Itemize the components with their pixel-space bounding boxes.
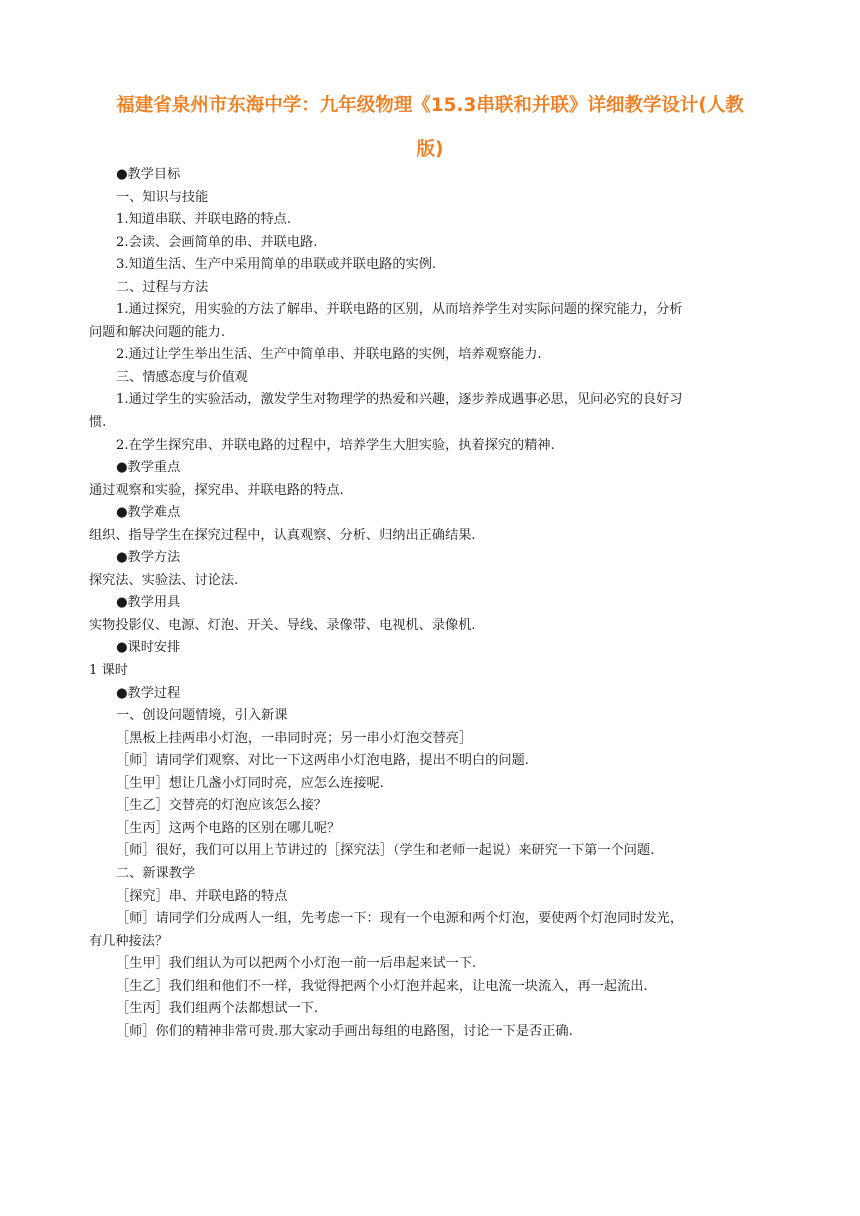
title-line-1: 福建省泉州市东海中学：九年级物理《15.3串联和并联》详细教学设计(人教 <box>116 95 744 116</box>
paragraph-line: ［生甲］我们组认为可以把两个小灯泡一前一后串起来试一下. <box>116 956 477 972</box>
paragraph-line: 有几种接法？ <box>89 933 169 949</box>
document-body <box>0 164 860 1043</box>
paragraph-line: 一、创设问题情境，引入新课 <box>116 708 288 724</box>
paragraph-line: ●课时安排 <box>116 640 181 656</box>
paragraph-line: ●教学方法 <box>116 550 181 566</box>
paragraph-line: 1.通过学生的实验活动，激发学生对物理学的热爱和兴趣，逐步养成遇事必思，见问必究的良好习 <box>116 392 683 408</box>
document-title <box>80 84 780 172</box>
paragraph-line: 惯. <box>89 415 107 431</box>
paragraph-line: ●教学用具 <box>116 595 181 611</box>
paragraph-line: 通过观察和实验，探究串、并联电路的特点. <box>89 482 344 498</box>
paragraph-line: 实物投影仪、电源、灯泡、开关、导线、录像带、电视机、录像机. <box>89 617 476 633</box>
paragraph-line: ［探究］串、并联电路的特点 <box>116 888 288 904</box>
paragraph-line: ［师］请同学们分成两人一组，先考虑一下：现有一个电源和两个灯泡，要使两个灯泡同时发光， <box>116 911 684 927</box>
paragraph-line: ●教学难点 <box>116 505 181 521</box>
paragraph-line: 2.在学生探究串、并联电路的过程中，培养学生大胆实验，执着探究的精神. <box>116 437 555 453</box>
paragraph-line: ［黑板上挂两串小灯泡，一串同时亮；另一串小灯泡交替亮］ <box>116 730 473 746</box>
paragraph-line: 2.通过让学生举出生活、生产中简单串、并联电路的实例，培养观察能力. <box>116 347 542 363</box>
paragraph-line: 问题和解决问题的能力. <box>89 324 226 340</box>
paragraph-line: ［生乙］我们组和他们不一样，我觉得把两个小灯泡并起来，让电流一块流入，再一起流出. <box>116 978 648 994</box>
title-line-2: 版) <box>416 139 444 160</box>
paragraph-line: 一、知识与技能 <box>116 189 209 205</box>
paragraph-line: ［生丙］我们组两个法都想试一下. <box>116 1001 319 1017</box>
paragraph-line: 组织、指导学生在探究过程中，认真观察、分析、归纳出正确结果. <box>89 527 476 543</box>
paragraph-line: 1.知道串联、并联电路的特点. <box>116 212 292 228</box>
paragraph-line: ［生乙］交替亮的灯泡应该怎么接？ <box>116 798 327 814</box>
paragraph-line: ［师］请同学们观察、对比一下这两串小灯泡电路，提出不明白的问题. <box>116 753 530 769</box>
paragraph-line: 探究法、实验法、讨论法. <box>89 572 239 588</box>
paragraph-line: 1 课时 <box>89 663 128 679</box>
paragraph-line: ●教学过程 <box>116 685 181 701</box>
paragraph-line: ●教学目标 <box>116 167 181 182</box>
paragraph-line: ［师］很好，我们可以用上节讲过的［探究法］（学生和老师一起说）来研究一下第一个问题. <box>116 843 655 859</box>
paragraph-line: 3.知道生活、生产中采用简单的串联或并联电路的实例. <box>116 257 437 273</box>
paragraph-line: ［生丙］这两个电路的区别在哪儿呢？ <box>116 820 341 836</box>
paragraph-line: 1.通过探究，用实验的方法了解串、并联电路的区别，从而培养学生对实际问题的探究能力，分析 <box>116 302 683 318</box>
paragraph-line: 三、情感态度与价值观 <box>116 369 248 385</box>
paragraph-line: 2.会读、会画简单的串、并联电路. <box>116 234 318 250</box>
paragraph-line: ●教学重点 <box>116 460 181 476</box>
paragraph-line: ［师］你们的精神非常可贵.那大家动手画出每组的电路图，讨论一下是否正确. <box>116 1023 573 1039</box>
paragraph-line: 二、过程与方法 <box>116 279 209 295</box>
paragraph-line: 二、新课教学 <box>116 865 196 881</box>
paragraph-line: ［生甲］想让几盏小灯同时亮，应怎么连接呢. <box>116 775 384 791</box>
